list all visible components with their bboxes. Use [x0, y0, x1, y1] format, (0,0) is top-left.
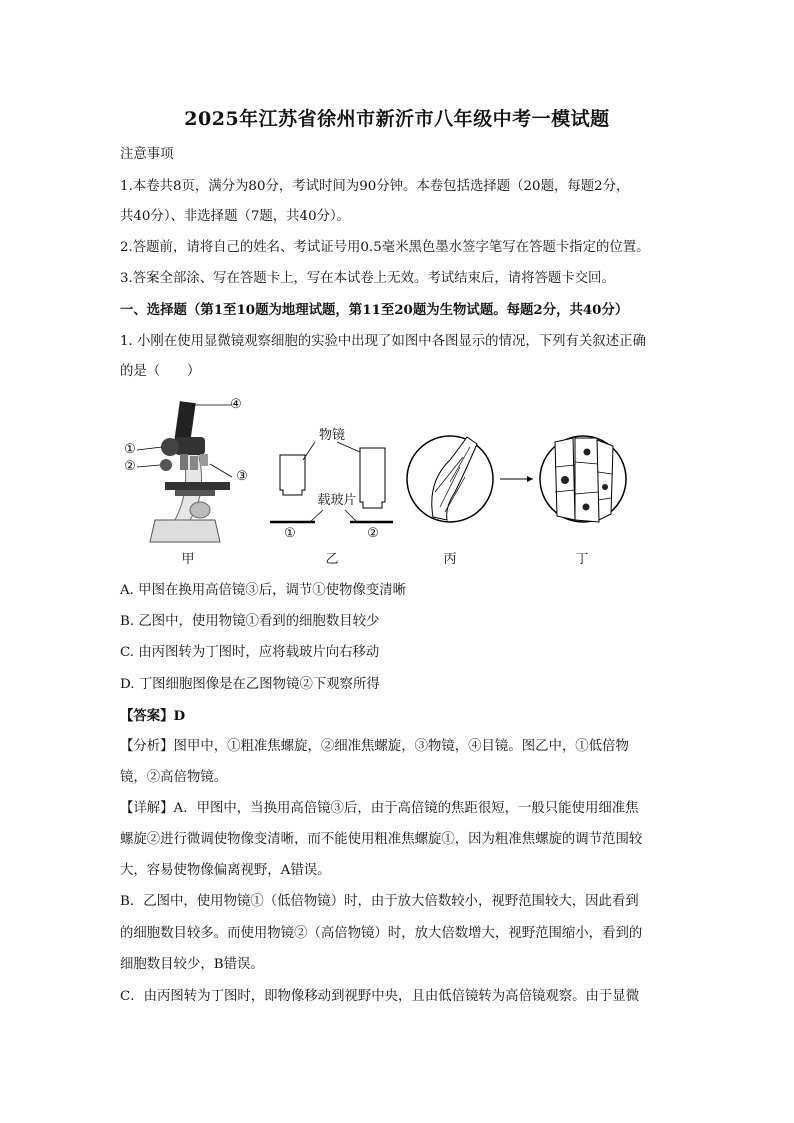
detail-line: C．由丙图转为丁图时，即物像移动到视野中央，且由低倍镜转为高倍镜观察。由于显微: [120, 989, 640, 1004]
label-1: ①: [124, 442, 136, 457]
question-stem: 1. 小刚在使用显微镜观察细胞的实验中出现了如图中各图显示的情况，下列有关叙述正确: [120, 334, 646, 349]
analysis-line: 镜，②高倍物镜。: [120, 770, 228, 785]
option-a: A. 甲图在换用高倍镜③后，调节①使物像变清晰: [120, 583, 406, 598]
option-b: B. 乙图中，使用物镜①看到的细胞数目较少: [120, 614, 380, 629]
detail-line: 的细胞数目较多。而使用物镜②（高倍物镜）时，放大倍数增大，视野范围缩小，看到的: [120, 926, 643, 941]
analysis-line: 【分析】图甲中，①粗准焦螺旋，②细准焦螺旋，③物镜，④目镜。图乙中，①低倍物: [120, 739, 629, 754]
label-yi-2: ②: [367, 526, 379, 541]
notice-heading: 注意事项: [120, 147, 174, 162]
detail-line: B．乙图中，使用物镜①（低倍物镜）时，由于放大倍数较小，视野范围较大，因此看到: [120, 894, 639, 909]
detail-line: 细胞数目较少，B错误。: [120, 957, 264, 972]
notice-item: 3.答案全部涂、写在答题卡上，写在本试卷上无效。考试结束后，请将答题卡交回。: [120, 271, 615, 286]
cell-view-figure: [405, 432, 635, 527]
label-3: ③: [236, 469, 248, 484]
label-4: ④: [230, 397, 242, 412]
section-heading: 一、选择题（第1至10题为地理试题，第11至20题为生物试题。每题2分，共40分）: [120, 302, 629, 318]
detail-line: 螺旋②进行微调使物像变清晰，而不能使用粗准焦螺旋①，因为粗准焦螺旋的调节范围较: [120, 832, 643, 847]
label-ding: 丁: [575, 552, 589, 567]
question-stem: 的是（ ）: [120, 364, 201, 379]
option-c: C. 由丙图转为丁图时，应将载玻片向右移动: [120, 645, 380, 660]
page-title: 2025年江苏省徐州市新沂市八年级中考一模试题: [184, 108, 610, 130]
notice-item: 共40分）、非选择题（7题，共40分）。: [120, 209, 351, 224]
label-slide: 载玻片: [317, 493, 357, 508]
label-2: ②: [124, 459, 136, 474]
label-yi: 乙: [325, 552, 339, 567]
label-objective: 物镜: [318, 428, 345, 443]
label-jia: 甲: [181, 552, 195, 567]
label-bing: 丙: [443, 552, 457, 567]
detail-line: 【详解】A．甲图中，当换用高倍镜③后，由于高倍镜的焦距很短，一般只能使用细准焦: [120, 801, 639, 816]
notice-item: 1.本卷共8页，满分为80分，考试时间为90分钟。本卷包括选择题（20题，每题2分，: [120, 179, 630, 194]
label-yi-1: ①: [284, 526, 296, 541]
detail-line: 大，容易使物像偏离视野，A错误。: [120, 863, 331, 878]
notice-item: 2.答题前，请将自己的姓名、考试证号用0.5毫米黑色墨水签字笔写在答题卡指定的位置。: [120, 240, 650, 255]
answer: 【答案】D: [120, 708, 186, 724]
option-d: D. 丁图细胞图像是在乙图物镜②下观察所得: [120, 677, 380, 692]
